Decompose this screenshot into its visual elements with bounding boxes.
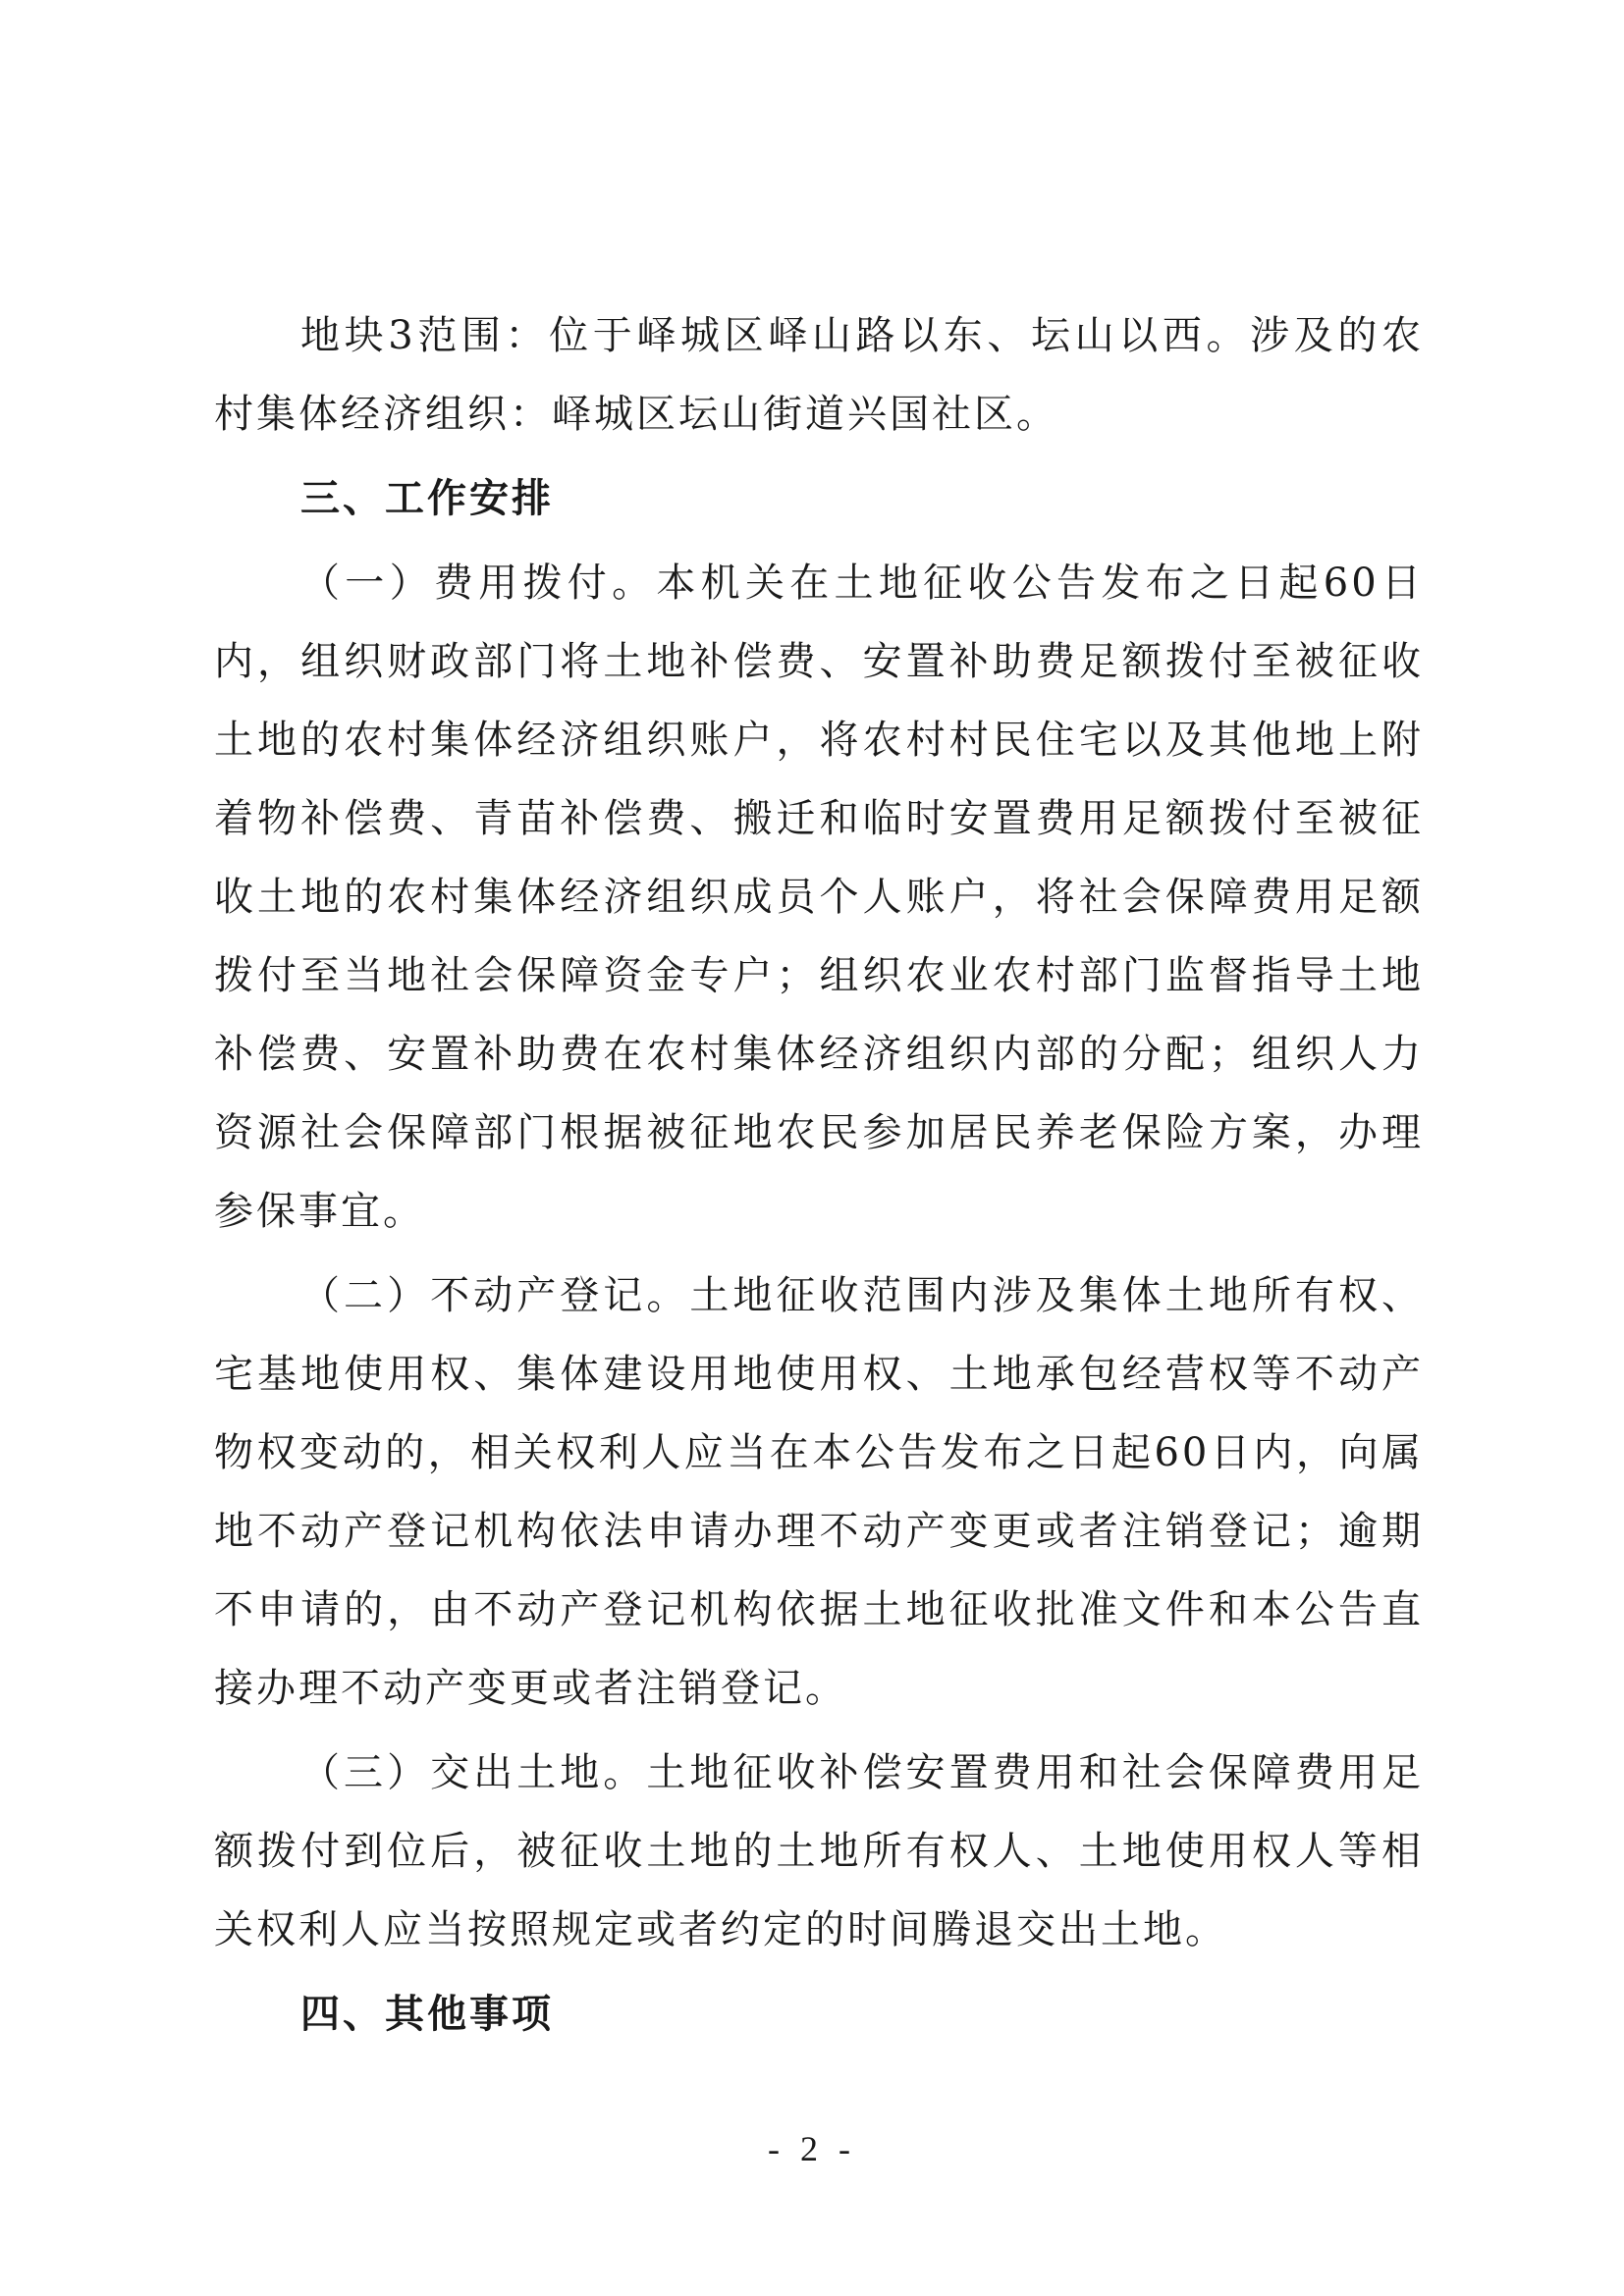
paragraph-plot-3-scope: 地块3范围：位于峄城区峄山路以东、坛山以西。涉及的农村集体经济组织：峄城区坛山街道兴国社区。 bbox=[214, 313, 1424, 437]
paragraph-fee-allocation: （一）费用拨付。本机关在土地征收公告发布之日起60日内，组织财政部门将土地补偿费、安置补助费足额拨付至被征收土地的农村集体经济组织账户，将农村村民住宅以及其他地上附着物补偿费、青苗补偿费、搬迁和临时安置费用足额拨付至被征收土地的农村集体经济组织成员个人账户，将社会保障费用足额拨付至当地社会保障资金专户；组织农业农村部门监督指导土地补偿费、安置补助费在农村集体经济组织内部的分配；组织人力资源社会保障部门根据被征地农民参加居民养老保险方案，办理参保事宜。 bbox=[214, 561, 1424, 1234]
paragraph-hand-over-land: （三）交出土地。土地征收补偿安置费用和社会保障费用足额拨付到位后，被征收土地的土地所有权人、土地使用权人等相关权利人应当按照规定或者约定的时间腾退交出土地。 bbox=[214, 1750, 1424, 1952]
section-heading-other-matters: 四、其他事项 bbox=[300, 1992, 554, 2037]
document-body bbox=[214, 296, 1424, 2059]
page-number: - 2 - bbox=[768, 2129, 856, 2168]
paragraph-real-estate-registration: （二）不动产登记。土地征收范围内涉及集体土地所有权、宅基地使用权、集体建设用地使用权、土地承包经营权等不动产物权变动的，相关权利人应当在本公告发布之日起60日内，向属地不动产登记机构依法申请办理不动产变更或者注销登记；逾期不申请的，由不动产登记机构依据土地征收批准文件和本公告直接办理不动产变更或者注销登记。 bbox=[214, 1273, 1424, 1711]
section-heading-work-arrangement: 三、工作安排 bbox=[300, 476, 554, 521]
